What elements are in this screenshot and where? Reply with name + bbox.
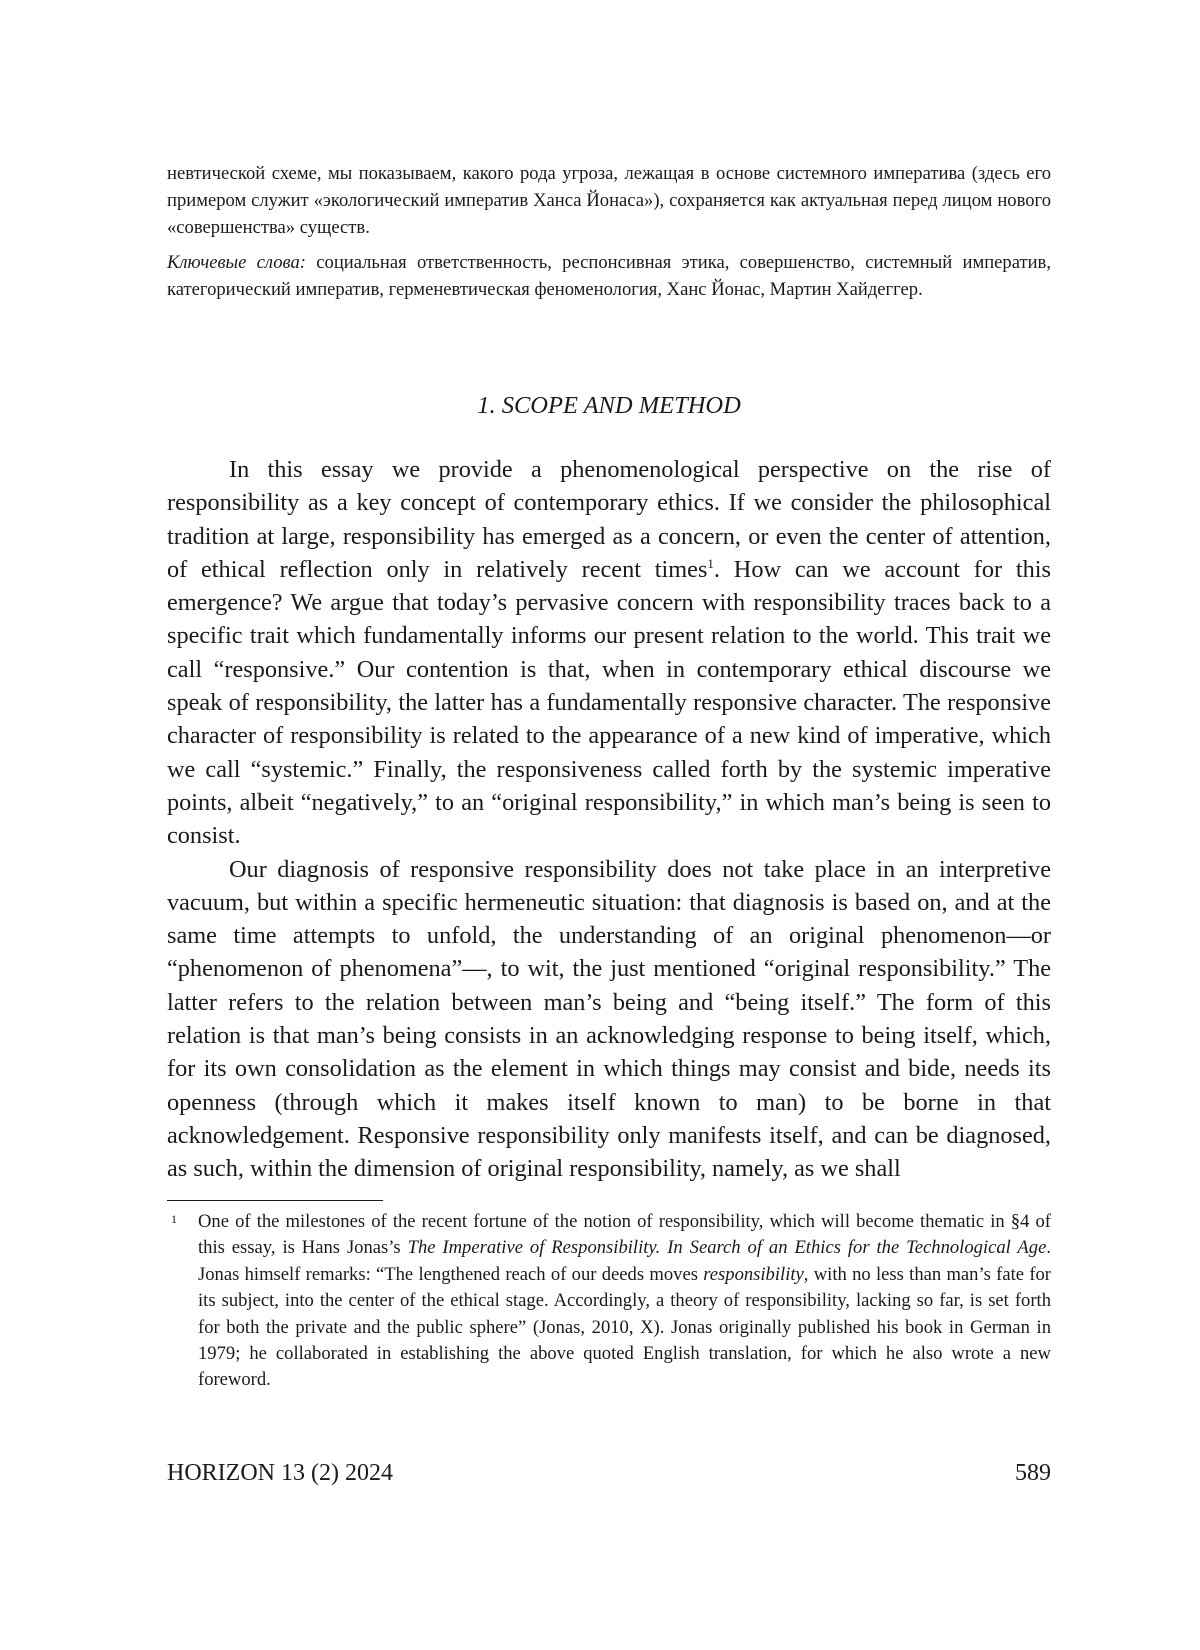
keywords: [167, 249, 1051, 303]
paragraph-1-part-a: In this essay we provide a phenomenological perspective on the rise of responsibility as a key concept of contemporary ethics. If we consider the philosophical tradition at large, responsibility has emerged as a concern, or even the center of attention, of ethical reflection only in relatively recent times: [167, 456, 1051, 583]
paragraph-2: Our diagnosis of responsive responsibility does not take place in an interpretive vacuum, but within a specific hermeneutic situation: that diagnosis is based on, and at the same time attempts to unfold, the understanding of an original phenomenon—or “phenomenon of phenomena”—, to wit, the just mentioned “original responsibility.” The latter refers to the relation between man’s being and “being itself.” The form of this relation is that man’s being consists in an acknowledging response to being itself, which, for its own consolidation as the element in which things may consist and bide, needs its openness (through which it makes itself known to man) to be borne in that acknowledgement. Responsive responsibility only manifests itself, and can be diagnosed, as such, within the dimension of original responsibility, namely, as we shall: [167, 855, 1051, 1183]
footnote-emphasis: responsibility: [703, 1263, 804, 1285]
keywords-label: Ключевые слова:: [167, 252, 306, 273]
russian-abstract: [167, 160, 1051, 303]
footnote-text-part-3: , with no less than man’s fate for its subject, into the center of the ethical stage. Accordingly, a theory of responsibility, lacking so far, is set forth for both the private and the public sphere” (Jonas, 2010, X). Jonas originally published his book in German in 1979; he collaborated in establishing the above quoted English translation, for which he also wrote a new foreword.: [198, 1263, 1052, 1391]
footnote-text-part-2: . Jonas himself remarks: “The lengthened reach of our deeds moves: [198, 1237, 1051, 1285]
journal-name: HORIZON 13 (2) 2024: [167, 1460, 393, 1486]
paragraph-1: [167, 453, 1051, 853]
footnote-divider: [167, 1200, 383, 1201]
footnote-book-title: The Imperative of Responsibility. In Search of an Ethics for the Technological Age: [407, 1237, 1047, 1259]
footnote-ref[interactable]: 1: [707, 555, 714, 571]
page-number: 589: [1015, 1460, 1051, 1486]
abstract-text: невтической схеме, мы показываем, какого рода угроза, лежащая в основе системного императива (здесь его примером служит «экологический императив Ханса Йонаса»), сохраняется как актуальная перед лицом нового «совершенства» существ.: [167, 163, 1051, 238]
keywords-list: социальная ответственность, респонсивная этика, совершенство, системный императив, категорический императив, герменевтическая феноменология, Ханс Йонас, Мартин Хайдеггер.: [167, 252, 1051, 300]
paragraph-1-part-b: . How can we account for this emergence? We argue that today’s pervasive concern with responsibility traces back to a specific trait which fundamentally informs our present relation to the world. This trait we call “responsive.” Our contention is that, when in contemporary ethical discourse we speak of responsibility, the latter has a fundamentally responsive character. The responsive character of responsibility is related to the appearance of a new kind of imperative, which we call “systemic.” Finally, the responsiveness called forth by the systemic imperative points, albeit “negatively,” to an “original responsibility,” in which man’s being is seen to consist.: [167, 555, 1051, 850]
body-text: [167, 453, 1051, 1186]
footnote-text-part-1: One of the milestones of the recent fortune of the notion of responsibility, which will become thematic in §4 of this essay, is Hans Jonas’s: [198, 1211, 1051, 1259]
footnote: [167, 1209, 1051, 1394]
section-heading: 1. SCOPE AND METHOD: [477, 392, 741, 419]
page-footer: [167, 1457, 1051, 1489]
footnote-text: [198, 1209, 1051, 1394]
footnote-number: 1: [171, 1212, 177, 1226]
